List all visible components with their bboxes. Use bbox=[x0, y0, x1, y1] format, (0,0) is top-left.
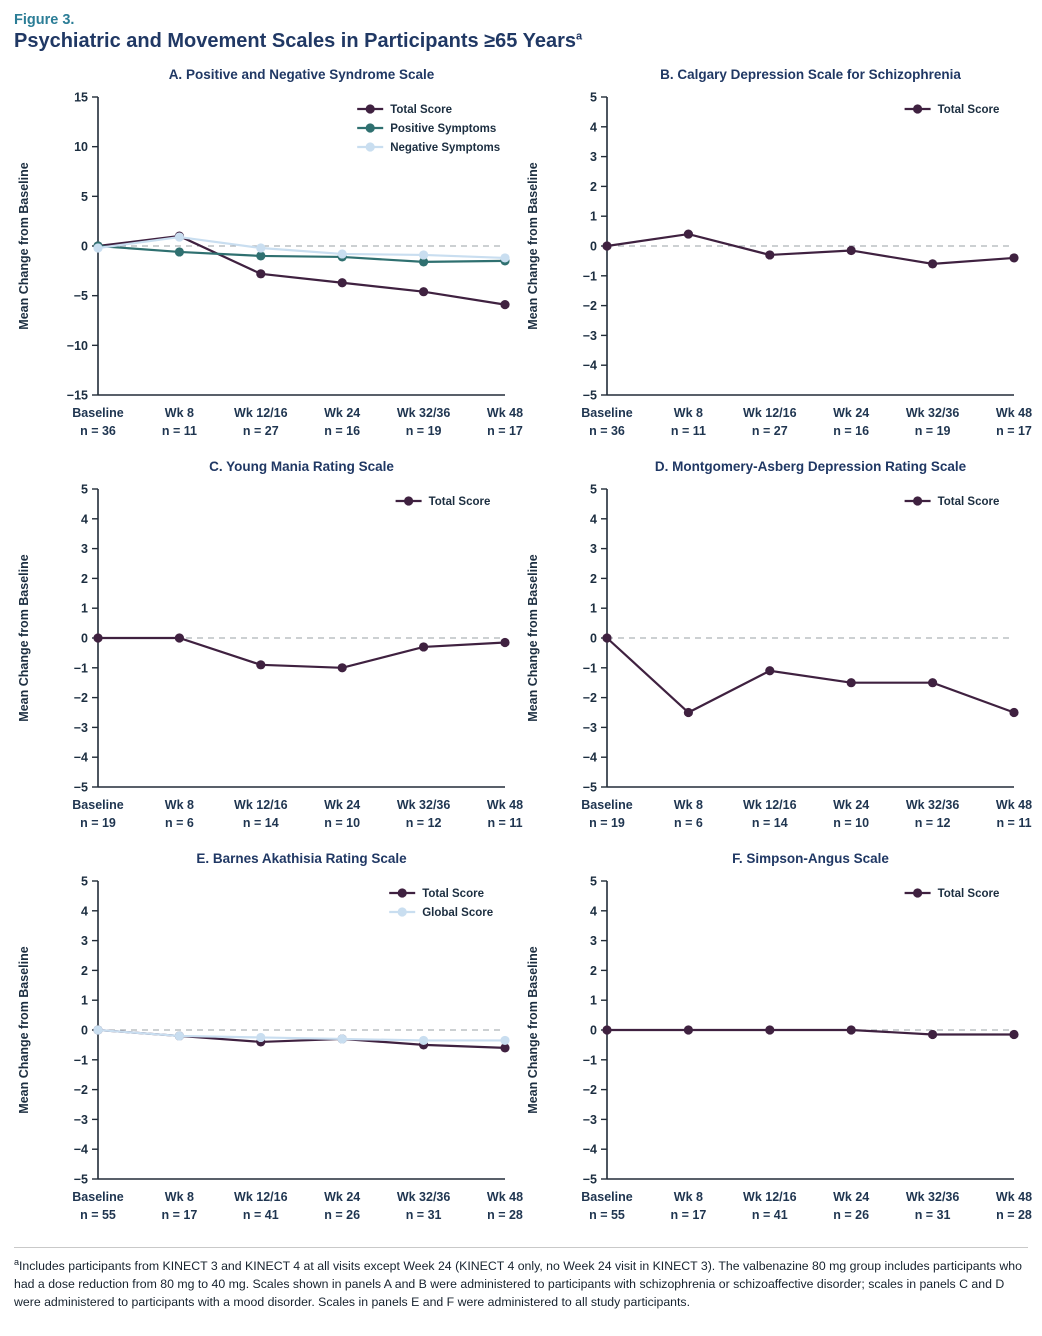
svg-text:n = 55: n = 55 bbox=[80, 1208, 116, 1222]
svg-text:Total Score: Total Score bbox=[937, 104, 1000, 116]
svg-text:15: 15 bbox=[74, 90, 88, 105]
panel-a bbox=[14, 67, 524, 451]
figure-header bbox=[14, 12, 1028, 53]
svg-text:1: 1 bbox=[81, 993, 88, 1008]
svg-text:−3: −3 bbox=[582, 328, 597, 343]
svg-text:−1: −1 bbox=[582, 661, 597, 676]
panel-d-chart bbox=[523, 477, 1033, 843]
svg-text:n = 19: n = 19 bbox=[914, 424, 951, 438]
panel-c-chart bbox=[14, 477, 524, 843]
svg-text:5: 5 bbox=[81, 482, 88, 497]
svg-text:Wk 32/36: Wk 32/36 bbox=[905, 1190, 960, 1204]
chart-svg bbox=[523, 85, 1033, 451]
svg-text:−1: −1 bbox=[73, 661, 88, 676]
svg-text:1: 1 bbox=[81, 601, 88, 616]
svg-text:−15: −15 bbox=[66, 388, 88, 403]
svg-text:Wk 24: Wk 24 bbox=[833, 798, 870, 812]
svg-text:−5: −5 bbox=[73, 1172, 88, 1187]
svg-text:5: 5 bbox=[590, 90, 597, 105]
panel-f-chart bbox=[523, 869, 1033, 1235]
svg-text:n = 6: n = 6 bbox=[164, 816, 194, 830]
figure-title-superscript: a bbox=[575, 30, 583, 43]
svg-text:Wk 12/16: Wk 12/16 bbox=[234, 1190, 288, 1204]
panel-e-title: E. Barnes Akathisia Rating Scale bbox=[196, 851, 407, 866]
svg-text:−2: −2 bbox=[582, 299, 597, 314]
panel-a-title: A. Positive and Negative Syndrome Scale bbox=[168, 67, 435, 82]
footnote bbox=[14, 1247, 1028, 1312]
svg-text:−3: −3 bbox=[73, 1112, 88, 1127]
svg-text:0: 0 bbox=[81, 1023, 88, 1038]
panel-b bbox=[523, 67, 1033, 451]
svg-text:−5: −5 bbox=[582, 388, 597, 403]
svg-text:Baseline: Baseline bbox=[581, 1190, 633, 1204]
svg-text:5: 5 bbox=[81, 189, 88, 204]
svg-text:Wk 48: Wk 48 bbox=[486, 1190, 524, 1204]
svg-text:Wk 24: Wk 24 bbox=[324, 798, 361, 812]
svg-text:−3: −3 bbox=[582, 1112, 597, 1127]
panel-f-title: F. Simpson-Angus Scale bbox=[732, 851, 889, 866]
panel-c-title: C. Young Mania Rating Scale bbox=[209, 459, 394, 474]
svg-text:n = 6: n = 6 bbox=[673, 816, 703, 830]
svg-text:3: 3 bbox=[590, 150, 597, 165]
svg-text:n = 11: n = 11 bbox=[996, 816, 1032, 830]
svg-text:−3: −3 bbox=[73, 720, 88, 735]
svg-text:−5: −5 bbox=[582, 780, 597, 795]
chart-svg bbox=[14, 869, 524, 1235]
svg-text:5: 5 bbox=[590, 874, 597, 889]
svg-text:2: 2 bbox=[81, 571, 88, 586]
svg-text:−5: −5 bbox=[73, 289, 88, 304]
panel-b-chart bbox=[523, 85, 1033, 451]
svg-text:Wk 12/16: Wk 12/16 bbox=[743, 798, 797, 812]
panel-a-chart bbox=[14, 85, 524, 451]
svg-text:n = 28: n = 28 bbox=[996, 1208, 1032, 1222]
svg-text:2: 2 bbox=[590, 571, 597, 586]
svg-text:0: 0 bbox=[590, 1023, 597, 1038]
svg-text:n = 26: n = 26 bbox=[833, 1208, 870, 1222]
svg-text:1: 1 bbox=[590, 209, 597, 224]
svg-text:−4: −4 bbox=[582, 750, 597, 765]
panel-e-chart bbox=[14, 869, 524, 1235]
svg-text:Wk 8: Wk 8 bbox=[164, 798, 194, 812]
svg-text:3: 3 bbox=[81, 934, 88, 949]
svg-text:−1: −1 bbox=[582, 269, 597, 284]
svg-text:−4: −4 bbox=[73, 1142, 88, 1157]
svg-text:n = 12: n = 12 bbox=[405, 816, 442, 830]
svg-text:n = 17: n = 17 bbox=[996, 424, 1032, 438]
svg-text:0: 0 bbox=[590, 631, 597, 646]
svg-text:Wk 8: Wk 8 bbox=[673, 1190, 703, 1204]
svg-text:Global Score: Global Score bbox=[422, 907, 494, 919]
svg-text:n = 19: n = 19 bbox=[80, 816, 116, 830]
svg-text:n = 17: n = 17 bbox=[670, 1208, 707, 1222]
svg-text:−1: −1 bbox=[73, 1053, 88, 1068]
svg-text:4: 4 bbox=[590, 904, 597, 919]
svg-text:n = 19: n = 19 bbox=[589, 816, 625, 830]
svg-text:n = 12: n = 12 bbox=[914, 816, 951, 830]
svg-text:Baseline: Baseline bbox=[581, 406, 633, 420]
svg-text:Wk 32/36: Wk 32/36 bbox=[905, 406, 960, 420]
panel-d-title: D. Montgomery-Asberg Depression Rating Scale bbox=[654, 459, 967, 474]
svg-text:n = 55: n = 55 bbox=[589, 1208, 625, 1222]
svg-text:Wk 32/36: Wk 32/36 bbox=[396, 798, 451, 812]
chart-svg bbox=[14, 85, 524, 451]
svg-text:Wk 24: Wk 24 bbox=[833, 406, 870, 420]
svg-text:Positive Symptoms: Positive Symptoms bbox=[390, 123, 497, 135]
svg-text:Baseline: Baseline bbox=[72, 798, 124, 812]
svg-text:Mean Change from Baseline: Mean Change from Baseline bbox=[17, 162, 31, 330]
svg-text:n = 14: n = 14 bbox=[751, 816, 788, 830]
svg-text:n = 11: n = 11 bbox=[161, 424, 197, 438]
svg-text:n = 17: n = 17 bbox=[487, 424, 523, 438]
panel-d bbox=[523, 459, 1033, 843]
svg-text:−2: −2 bbox=[73, 1083, 88, 1098]
footnote-superscript: a bbox=[14, 1257, 20, 1267]
svg-text:Wk 24: Wk 24 bbox=[324, 406, 361, 420]
svg-text:5: 5 bbox=[81, 874, 88, 889]
footnote-text: Includes participants from KINECT 3 and KINECT 4 at all visits except Week 24 (KINECT 4 only, no Week 24 visit in KINECT 3). The valbenazine 80 mg group includes participants who had a dose reduction from 80 mg to 40 mg. Scales shown in panels A and B were administered to participants with schizophrenia or schizoaffective disorder; scales in panels C and D were administered to participants with a mood disorder. Scales in panels E and F were administered to all study participants. bbox=[14, 1259, 1022, 1309]
svg-text:4: 4 bbox=[590, 120, 597, 135]
svg-text:Wk 48: Wk 48 bbox=[995, 406, 1033, 420]
svg-text:Wk 32/36: Wk 32/36 bbox=[905, 798, 960, 812]
svg-text:2: 2 bbox=[81, 963, 88, 978]
svg-text:2: 2 bbox=[590, 179, 597, 194]
svg-text:1: 1 bbox=[590, 601, 597, 616]
panel-f bbox=[523, 851, 1033, 1235]
svg-text:Wk 48: Wk 48 bbox=[486, 406, 524, 420]
svg-text:n = 41: n = 41 bbox=[242, 1208, 279, 1222]
svg-text:4: 4 bbox=[590, 512, 597, 527]
svg-text:Wk 24: Wk 24 bbox=[324, 1190, 361, 1204]
svg-text:n = 31: n = 31 bbox=[914, 1208, 951, 1222]
svg-text:5: 5 bbox=[590, 482, 597, 497]
svg-text:Wk 48: Wk 48 bbox=[995, 1190, 1033, 1204]
svg-text:Wk 48: Wk 48 bbox=[995, 798, 1033, 812]
svg-text:Wk 12/16: Wk 12/16 bbox=[234, 798, 288, 812]
svg-text:−4: −4 bbox=[73, 750, 88, 765]
svg-text:n = 14: n = 14 bbox=[242, 816, 279, 830]
svg-text:Wk 8: Wk 8 bbox=[673, 798, 703, 812]
chart-svg bbox=[14, 477, 524, 843]
svg-text:n = 10: n = 10 bbox=[833, 816, 870, 830]
svg-text:n = 11: n = 11 bbox=[670, 424, 706, 438]
svg-text:Wk 12/16: Wk 12/16 bbox=[743, 406, 797, 420]
figure-title-text: Psychiatric and Movement Scales in Participants ≥65 Years bbox=[14, 30, 576, 52]
svg-text:3: 3 bbox=[590, 934, 597, 949]
svg-text:−2: −2 bbox=[582, 1083, 597, 1098]
svg-text:Wk 8: Wk 8 bbox=[164, 1190, 194, 1204]
svg-text:0: 0 bbox=[590, 239, 597, 254]
svg-text:−5: −5 bbox=[582, 1172, 597, 1187]
svg-text:Total Score: Total Score bbox=[422, 888, 484, 900]
svg-text:Baseline: Baseline bbox=[581, 798, 633, 812]
svg-text:0: 0 bbox=[81, 631, 88, 646]
svg-text:3: 3 bbox=[590, 542, 597, 557]
svg-text:n = 31: n = 31 bbox=[405, 1208, 442, 1222]
svg-text:4: 4 bbox=[81, 512, 88, 527]
svg-text:Wk 12/16: Wk 12/16 bbox=[234, 406, 288, 420]
svg-text:Wk 48: Wk 48 bbox=[486, 798, 524, 812]
svg-text:Baseline: Baseline bbox=[72, 406, 124, 420]
svg-text:Wk 32/36: Wk 32/36 bbox=[396, 1190, 451, 1204]
svg-text:n = 19: n = 19 bbox=[405, 424, 442, 438]
panel-c bbox=[14, 459, 524, 843]
svg-text:2: 2 bbox=[590, 963, 597, 978]
svg-text:n = 16: n = 16 bbox=[833, 424, 870, 438]
svg-text:1: 1 bbox=[590, 993, 597, 1008]
svg-text:−10: −10 bbox=[66, 338, 88, 353]
chart-svg bbox=[523, 477, 1033, 843]
svg-text:Negative Symptoms: Negative Symptoms bbox=[390, 142, 501, 154]
svg-text:n = 10: n = 10 bbox=[324, 816, 361, 830]
svg-text:Baseline: Baseline bbox=[72, 1190, 124, 1204]
svg-text:n = 41: n = 41 bbox=[751, 1208, 788, 1222]
svg-text:4: 4 bbox=[81, 904, 88, 919]
svg-text:0: 0 bbox=[81, 239, 88, 254]
svg-text:Total Score: Total Score bbox=[390, 104, 452, 116]
svg-text:n = 27: n = 27 bbox=[242, 424, 279, 438]
svg-text:Total Score: Total Score bbox=[937, 496, 1000, 508]
svg-text:n = 28: n = 28 bbox=[487, 1208, 523, 1222]
charts-grid bbox=[14, 67, 1033, 1235]
figure-label: Figure 3. bbox=[14, 12, 75, 28]
svg-text:−4: −4 bbox=[582, 1142, 597, 1157]
svg-text:3: 3 bbox=[81, 542, 88, 557]
svg-text:Total Score: Total Score bbox=[937, 888, 1000, 900]
svg-text:−2: −2 bbox=[73, 691, 88, 706]
svg-text:n = 17: n = 17 bbox=[161, 1208, 198, 1222]
svg-text:10: 10 bbox=[74, 140, 88, 155]
svg-text:n = 16: n = 16 bbox=[324, 424, 361, 438]
svg-text:n = 11: n = 11 bbox=[487, 816, 523, 830]
svg-text:n = 26: n = 26 bbox=[324, 1208, 361, 1222]
svg-text:n = 36: n = 36 bbox=[589, 424, 625, 438]
panel-e bbox=[14, 851, 524, 1235]
svg-text:−3: −3 bbox=[582, 720, 597, 735]
svg-text:n = 27: n = 27 bbox=[751, 424, 788, 438]
svg-text:−5: −5 bbox=[73, 780, 88, 795]
panel-b-title: B. Calgary Depression Scale for Schizophrenia bbox=[660, 67, 961, 82]
svg-text:Wk 32/36: Wk 32/36 bbox=[396, 406, 451, 420]
svg-text:Wk 8: Wk 8 bbox=[673, 406, 703, 420]
svg-text:Mean Change from Baseline: Mean Change from Baseline bbox=[17, 554, 31, 722]
figure-title bbox=[14, 30, 1028, 53]
svg-text:Mean Change from Baseline: Mean Change from Baseline bbox=[526, 162, 540, 330]
svg-text:Mean Change from Baseline: Mean Change from Baseline bbox=[526, 946, 540, 1114]
svg-text:Mean Change from Baseline: Mean Change from Baseline bbox=[526, 554, 540, 722]
chart-svg bbox=[523, 869, 1033, 1235]
svg-text:Wk 8: Wk 8 bbox=[164, 406, 194, 420]
svg-text:−4: −4 bbox=[582, 358, 597, 373]
svg-text:−2: −2 bbox=[582, 691, 597, 706]
svg-text:Mean Change from Baseline: Mean Change from Baseline bbox=[17, 946, 31, 1114]
svg-text:Wk 24: Wk 24 bbox=[833, 1190, 870, 1204]
svg-text:−1: −1 bbox=[582, 1053, 597, 1068]
svg-text:n = 36: n = 36 bbox=[80, 424, 116, 438]
svg-text:Total Score: Total Score bbox=[428, 496, 491, 508]
svg-text:Wk 12/16: Wk 12/16 bbox=[743, 1190, 797, 1204]
